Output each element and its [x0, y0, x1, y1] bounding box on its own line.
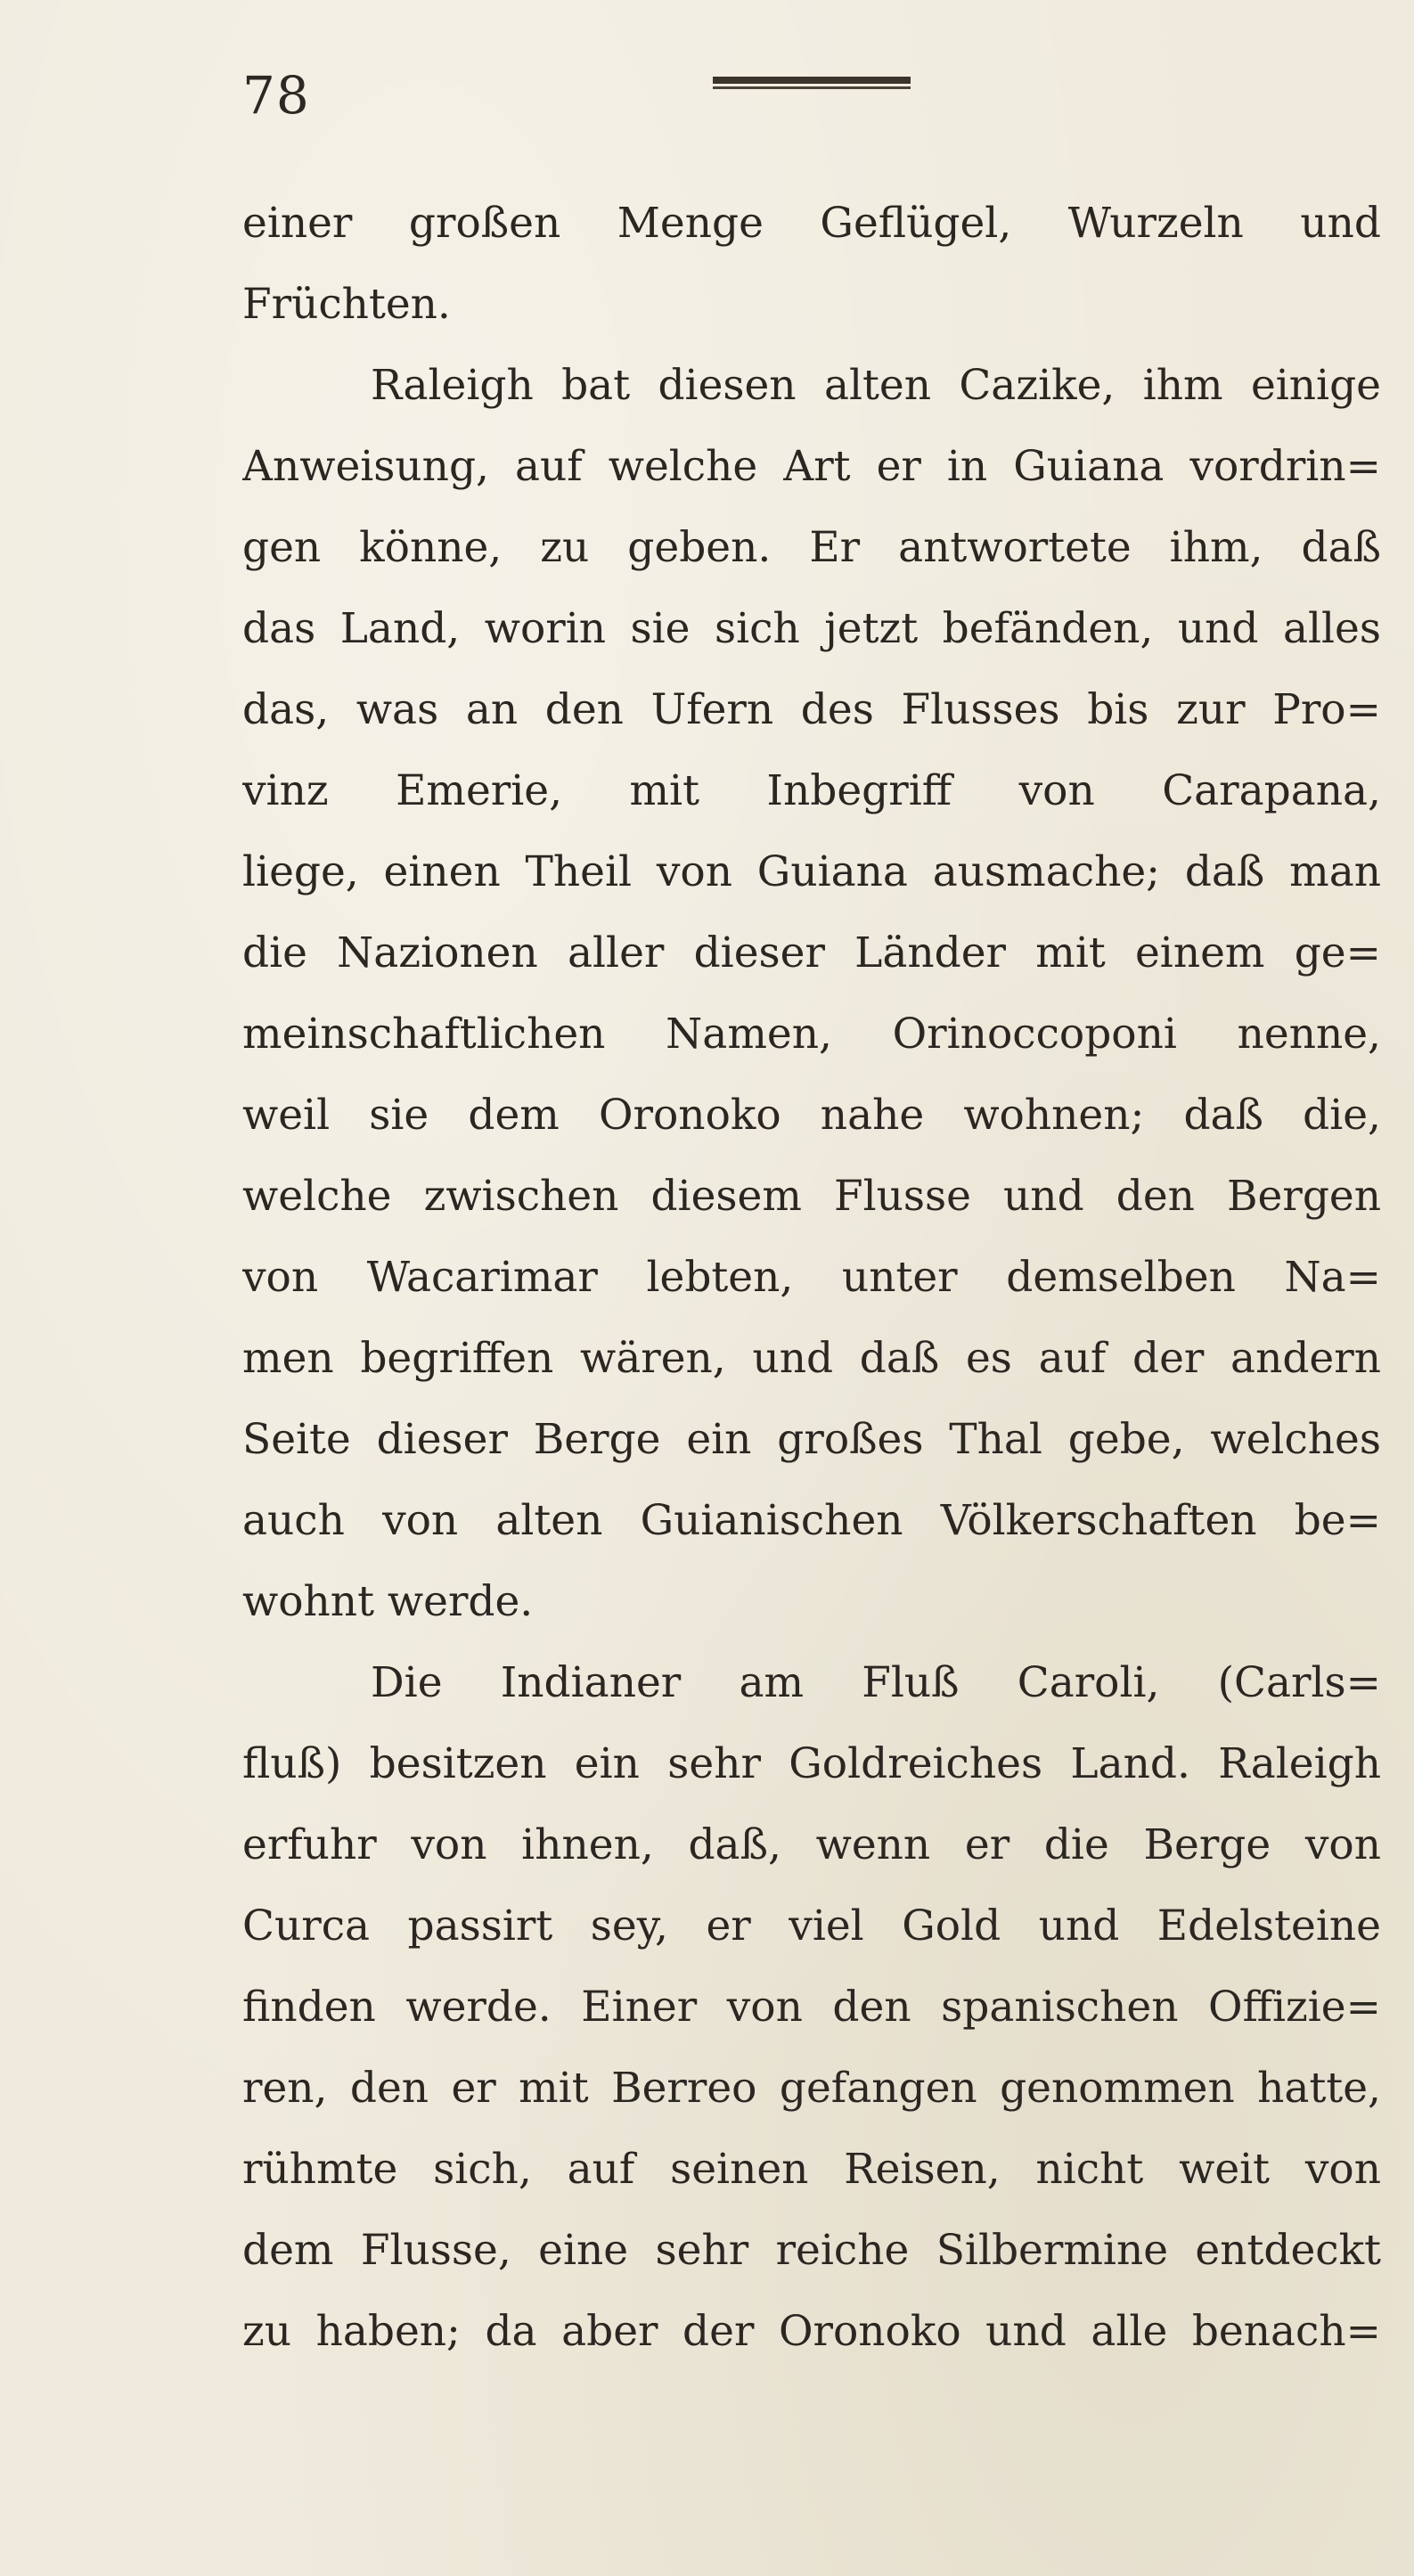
- text-line: das Land, worin sie sich jetzt befänden, und alles: [242, 604, 1381, 653]
- text-line: Seite dieser Berge ein großes Thal gebe, welches: [242, 1415, 1381, 1464]
- text-line: Curca passirt sey, er viel Gold und Edelsteine: [242, 1901, 1381, 1950]
- header-rule-thin-bar: [713, 86, 911, 89]
- text-line: einer großen Menge Geflügel, Wurzeln und: [242, 199, 1381, 248]
- text-line: Die Indianer am Fluß Caroli, (Carls=: [371, 1658, 1381, 1707]
- text-line: dem Flusse, eine sehr reiche Silbermine entdeckt: [242, 2226, 1381, 2275]
- page-number: 78: [242, 65, 310, 126]
- text-line: fluß) besitzen ein sehr Goldreiches Land. Raleigh: [242, 1739, 1381, 1788]
- text-line: wohnt werde.: [242, 1577, 534, 1626]
- text-line: vinz Emerie, mit Inbegriff von Carapana,: [242, 766, 1381, 815]
- text-line: von Wacarimar lebten, unter demselben Na=: [242, 1253, 1381, 1302]
- header-rule-thick-bar: [713, 77, 911, 84]
- text-line: die Nazionen aller dieser Länder mit einem ge=: [242, 928, 1381, 977]
- text-line: Anweisung, auf welche Art er in Guiana vordrin=: [242, 442, 1381, 491]
- text-line: zu haben; da aber der Oronoko und alle benach=: [242, 2307, 1381, 2356]
- text-line: auch von alten Guianischen Völkerschaften be=: [242, 1496, 1381, 1545]
- body-text: [242, 183, 1381, 2372]
- text-line: Raleigh bat diesen alten Cazike, ihm einige: [371, 361, 1381, 410]
- text-line: ren, den er mit Berreo gefangen genommen hatte,: [242, 2064, 1381, 2113]
- header-ornament-rule: [713, 77, 911, 91]
- text-line: liege, einen Theil von Guiana ausmache; daß man: [242, 847, 1381, 896]
- text-line: rühmte sich, auf seinen Reisen, nicht weit von: [242, 2145, 1381, 2194]
- text-line: das, was an den Ufern des Flusses bis zur Pro=: [242, 685, 1381, 734]
- text-line: erfuhr von ihnen, daß, wenn er die Berge von: [242, 1820, 1381, 1869]
- text-line: meinschaftlichen Namen, Orinoccoponi nenne,: [242, 1010, 1381, 1059]
- text-line: men begriffen wären, und daß es auf der andern: [242, 1334, 1381, 1383]
- text-line: finden werde. Einer von den spanischen Offizie=: [242, 1983, 1381, 2032]
- text-line: gen könne, zu geben. Er antwortete ihm, daß: [242, 523, 1381, 572]
- text-line: Früchten.: [242, 280, 451, 329]
- text-line: welche zwischen diesem Flusse und den Bergen: [242, 1172, 1381, 1221]
- text-line: weil sie dem Oronoko nahe wohnen; daß die,: [242, 1091, 1381, 1140]
